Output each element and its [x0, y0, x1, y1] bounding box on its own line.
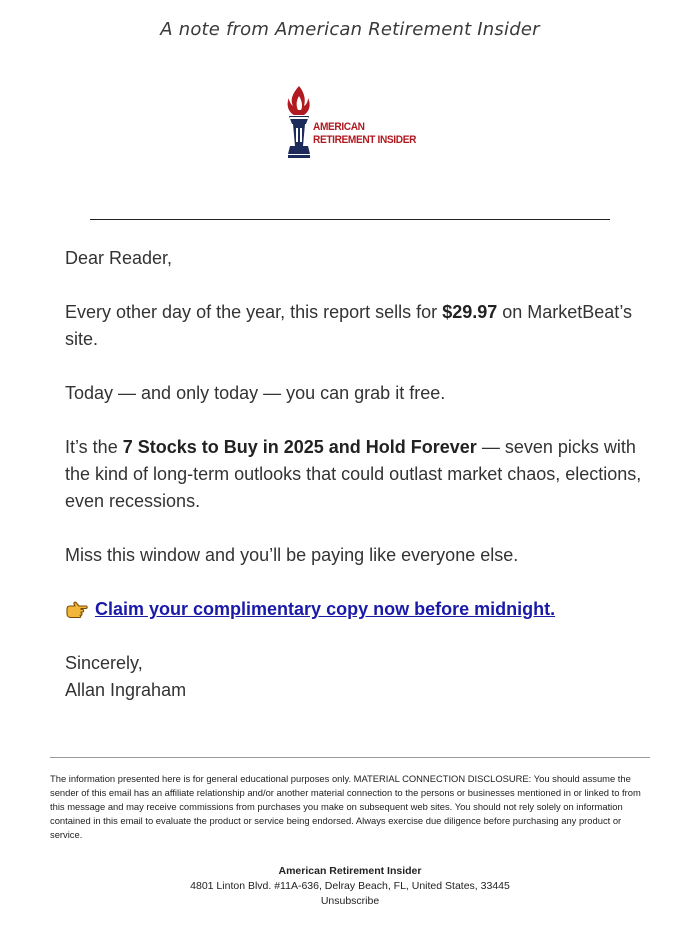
urgency-paragraph: Miss this window and you’ll be paying like everyone else.: [65, 545, 519, 565]
price-text-before: Every other day of the year, this report sells for: [65, 302, 443, 322]
letter-body: [65, 245, 645, 704]
disclosure-text: The information presented here is for general educational purposes only. MATERIAL CONNECTION DISCLOSURE: You should assume the sender of this email has an affiliate relationship and/or another material connection to the persons or businesses mentioned in or linked to from this message and may receive commissions from purchases you make on subsequent web sites. You should not rely solely on information contained in this email to evaluate the product or service being endorsed. Always exercise due diligence before purchasing any product or service.: [50, 773, 641, 840]
logo-line-1: AMERICAN: [313, 121, 365, 133]
price-paragraph: [65, 299, 645, 353]
cta-row: [65, 596, 645, 623]
claim-copy-link[interactable]: Claim your complimentary copy now before midnight.: [95, 599, 556, 619]
free-today-paragraph: Today — and only today — you can grab it free.: [65, 383, 446, 403]
report-text-after: — seven picks with the kind of long-term outlooks that could outlast market chaos, elections, even recessions.: [65, 437, 642, 511]
footer-company: American Retirement Insider: [278, 865, 422, 877]
price-value: $29.97: [442, 302, 498, 322]
email-tagline: A note from American Retirement Insider: [160, 19, 540, 40]
footer-address: 4801 Linton Blvd. #11A-636, Delray Beach, FL, United States, 33445: [190, 880, 510, 892]
brand-logo: [282, 84, 422, 164]
signer-name: Allan Ingraham: [65, 680, 187, 700]
footer-block: [0, 864, 700, 909]
pointing-hand-icon: [65, 600, 89, 620]
greeting: Dear Reader,: [65, 248, 173, 268]
torch-icon: [282, 84, 316, 164]
unsubscribe-link[interactable]: Unsubscribe: [320, 895, 380, 907]
report-paragraph: [65, 434, 645, 515]
signature-block: [65, 650, 645, 704]
header-divider: [90, 219, 610, 220]
report-title: 7 Stocks to Buy in 2025 and Hold Forever: [122, 437, 477, 457]
footer-divider: [50, 757, 650, 758]
report-text-before: It’s the: [65, 437, 123, 457]
logo-line-2: RETIREMENT INSIDER: [313, 134, 417, 146]
price-text-after: on MarketBeat’s site.: [65, 302, 632, 349]
signoff: Sincerely,: [65, 653, 143, 673]
logo-wordmark: [313, 121, 416, 147]
